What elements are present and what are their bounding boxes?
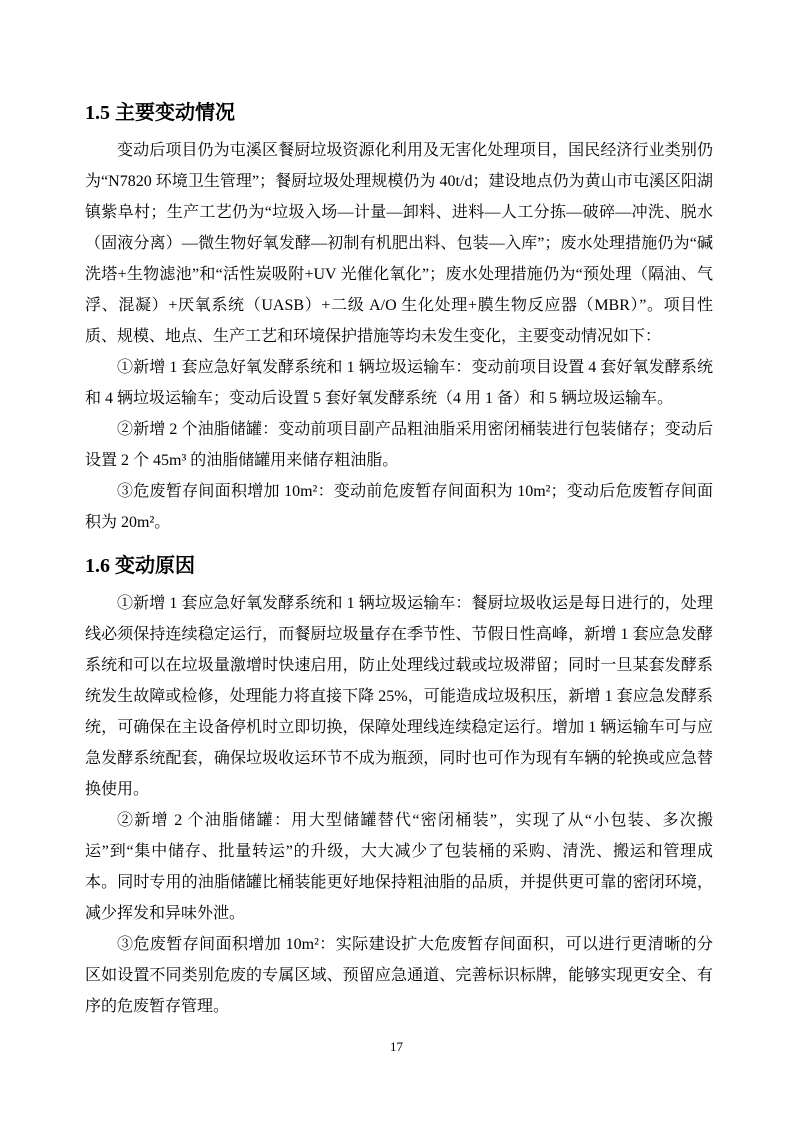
section-main-changes xyxy=(85,100,713,538)
paragraph-change-1: ①新增 1 套应急好氧发酵系统和 1 辆垃圾运输车：变动前项目设置 4 套好氧发酵系统和 4 辆垃圾运输车；变动后设置 5 套好氧发酵系统（4 用 1 备）和 5 辆垃圾运输车。 xyxy=(85,359,713,407)
section-1-6-heading: 1.6 变动原因 xyxy=(85,555,195,577)
paragraph-overview: 变动后项目仍为屯溪区餐厨垃圾资源化利用及无害化处理项目，国民经济行业类别仍为“N7820 环境卫生管理”；餐厨垃圾处理规模仍为 40t/d；建设地点仍为黄山市屯溪区阳湖镇紫阜村；生产工艺仍为“垃圾入场—计量—卸料、进料—人工分拣—破碎—冲洗、脱水（固液分离）—微生物好氧发酵—初制有机肥出料、包装—入库”；废水处理措施仍为“碱洗塔+生物滤池”和“活性炭吸附+UV 光催化氧化”；废水处理措施仍为“预处理（隔油、气浮、混凝）+厌氧系统（UASB）+二级 A/O 生化处理+膜生物反应器（MBR）”。项目性质、规模、地点、生产工艺和环境保护措施等均未发生变化，主要变动情况如下： xyxy=(85,142,713,345)
section-change-reasons xyxy=(85,553,713,1022)
page-number: 17 xyxy=(390,1039,403,1054)
paragraph-change-3: ③危废暂存间面积增加 10m²：变动前危废暂存间面积为 10m²；变动后危废暂存间面积为 20m²。 xyxy=(85,483,713,531)
paragraph-reason-1: ①新增 1 套应急好氧发酵系统和 1 辆垃圾运输车：餐厨垃圾收运是每日进行的，处理线必须保持连续稳定运行，而餐厨垃圾量存在季节性、节假日性高峰，新增 1 套应急发酵系统和可以在垃圾量激增时快速启用，防止处理线过载或垃圾滞留；同时一旦某套发酵系统发生故障或检修，处理能力将直接下降 25%，可能造成垃圾积压，新增 1 套应急发酵系统，可确保在主设备停机时立即切换，保障处理线连续稳定运行。增加 1 辆运输车可与应急发酵系统配套，确保垃圾收运环节不成为瓶颈，同时也可作为现有车辆的轮换或应急替换使用。 xyxy=(85,595,713,798)
document-content xyxy=(85,100,713,1022)
paragraph-reason-2: ②新增 2 个油脂储罐：用大型储罐替代“密闭桶装”，实现了从“小包装、多次搬运”到“集中储存、批量转运”的升级，大大减少了包装桶的采购、清洗、搬运和管理成本。同时专用的油脂储罐比桶装能更好地保持粗油脂的品质，并提供更可靠的密闭环境，减少挥发和异味外泄。 xyxy=(85,812,713,922)
paragraph-change-2: ②新增 2 个油脂储罐：变动前项目副产品粗油脂采用密闭桶装进行包装储存；变动后设置 2 个 45m³ 的油脂储罐用来储存粗油脂。 xyxy=(85,421,713,469)
paragraph-reason-3: ③危废暂存间面积增加 10m²：实际建设扩大危废暂存间面积，可以进行更清晰的分区如设置不同类别危废的专属区域、预留应急通道、完善标识标牌，能够实现更安全、有序的危废暂存管理。 xyxy=(85,936,713,1015)
section-1-5-heading: 1.5 主要变动情况 xyxy=(85,102,235,124)
